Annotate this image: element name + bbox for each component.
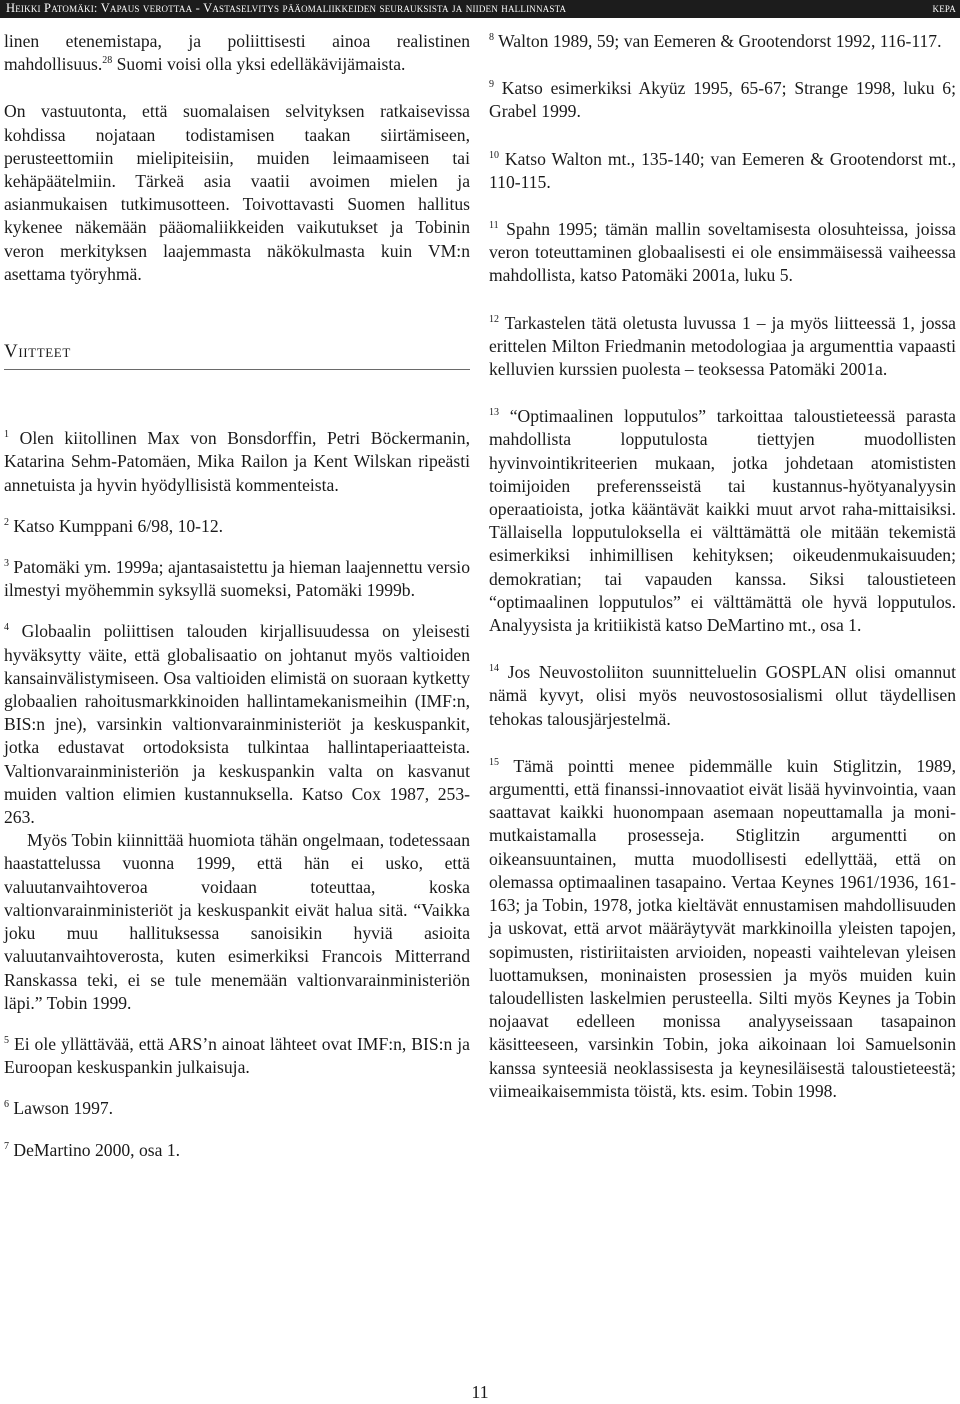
page-number: 11: [471, 1382, 489, 1402]
footnote-15: $^{15}$ Tämä pointti menee pidemmälle kuin Stiglitzin, 1989, argumentti, että finanssi-innovaatiot eivät lisää hyvinvointia, vaan saattavat kaikki huonompaan asemaan nopeuttamalla ja monimutkaistamalla prosesseja. Stiglitzin argumentti on oikeansuuntainen, mutta muodollisesti edellyttää, että on olemassa optimaalinen tasapaino. Vertaa Keynes 1961/1936, 161-163; ja Tobin, 1978, jotka kieltävät ennustamisen mahdollisuuden ja uskovat, että arvot määräytyvät markkinoilla yleisten tapojen, sopimusten, ristiriitaisten arvioiden, nopeasti vaihtelevan yleisen luottamuksen, moninaisten prosessien ja myös muiden kuin taloudellisten laskelmien perusteella. Silti myös Keynes ja Tobin nojaavat edelleen monissa analyyseissaan tasapainon käsitteeseen, varsinkin Tobin, joka aikoinaan loi Samuelsonin kanssa synteesiä neoklassisesta ja keynesiläisestä taloustieteestä; viimeaikaisemmista töistä, kts. esim. Tobin 1998.: [489, 755, 956, 1101]
footnote-9: $^9$ Katso esimerkiksi Akyüz 1995, 65-67; Strange 1998, luku 6; Grabel 1999.: [489, 78, 956, 122]
header-author-title: Heikki Patomäki: Vapaus verottaa - Vastaselvitys pääomaliikkeiden seurauksista ja niiden hallinnasta: [6, 1, 567, 15]
footnote-14: $^{14}$ Jos Neuvostoliiton suunnitteluelin GOSPLAN olisi omannut nämä kyvyt, olisi myös neuvostososialismi ollut täydellisen tehokas talousjärjestelmä.: [489, 662, 956, 729]
footnote-6: $^6$ Lawson 1997.: [4, 1098, 114, 1119]
footnote-5: $^5$ Ei ole yllättävää, että ARS’n ainoat lähteet ovat IMF:n, BIS:n ja Euroopan keskuspankin julkaisuja.: [4, 1033, 470, 1078]
footnote-3: $^3$ Patomäki ym. 1999a; ajantasaistettu ja hieman laajennettu versio ilmestyi myöhemmin syksyllä suomeksi, Patomäki 1999b.: [4, 557, 470, 601]
footnote-7: $^7$ DeMartino 2000, osa 1.: [4, 1139, 181, 1160]
body-paragraph-2: On vastuutonta, että suomalaisen selvityksen ratkaisevissa kohdissa nojataan todistamisen taakan siirtämiseen, perusteettomiin mielipiteisiin, muiden leimaamiseen tai kehäpäätelmiin. Tärkeä asia vaatii avoimen mielen ja asianmukaisen tutkimusotteen. Toivottavasti Suomen hallitus kykenee näkemään pääomaliikkeiden vaikutukset ja Tobinin veron merkityksen laajemmasta näkökulmasta kuin VM:n asettama työryhmä.: [4, 101, 470, 284]
footnote-13: $^{13}$ “Optimaalinen lopputulos” tarkoittaa taloustieteessä parasta mahdollista lopputulosta tiettyjen muodollisten hyvinvointikriteerien mukaan, jotka johdetaan atomististen toimijoiden preferensseistä tai kustannus-hyötyanalyysin operaatioista, jotka kääntävät kaikki muut arvot raha-mittaisiksi. Tällaisella lopputuloksella ei välttämättä ole mitään tekemistä esimerkiksi inhimillisen kehityksen; oikeudenmukaisuuden; demokratian; tai vapauden kanssa. Siksi taloustieteen “optimaalinen lopputulos” ei välttämättä ole hyvä lopputulos. Analyysista ja kritiikistä katso DeMartino mt., osa 1.: [489, 406, 956, 636]
left-column: [4, 30, 470, 1162]
section-title-viitteet: Viitteet: [4, 340, 470, 370]
footnote-4-continued: Myös Tobin kiinnittää huomiota tähän ongelmaan, todetessaan haastattelussa vuonna 1999, että hän ei usko, että valuutanvaihtoveroa voidaan toteuttaa, koska valtionvarainministeriöt ja keskuspankit eivät halua sitä. “Vaikka joku muu hallituksessa sanoisikin hyviä asioita valuutanvaihtoverosta, kuten esimerkiksi Francois Mitterrand Ranskassa teki, ei se tule menemään valtionvarainministeriön läpi.” Tobin 1999.: [4, 830, 470, 1013]
footnote-4: $^4$ Globaalin poliittisen talouden kirjallisuudessa on yleisesti hyväksytty väite, että globalisaatio on johtanut myös valtioiden kansainvälistymiseen. Osa valtioiden elimistä on suoraan kytketty globaalien rahoitusmarkkinoiden hallintamekanismeihin (IMF:n, BIS:n jne), varsinkin valtionvarainministeriöt ja keskuspankit, jotka edustavat ortodoksista tulkintaa hallintaperiaatteista. Valtionvarainministeriön ja keskuspankin valta on kasvanut muiden valtion elimien kustannuksella. Katso Cox 1987, 253-263.: [4, 621, 470, 828]
header-publisher: kepa: [932, 1, 956, 15]
footnote-12: $^{12}$ Tarkastelen tätä oletusta luvussa 1 – ja myös liitteessä 1, jossa erittelen Milton Friedmanin metodologiaa ja argumenttia vapaasti kelluvien kurssien puolesta – teoksessa Patomäki 2001a.: [489, 312, 956, 380]
right-column: [489, 30, 956, 1103]
running-header: [0, 0, 960, 18]
footnote-11: $^{11}$ Spahn 1995; tämän mallin soveltamisesta olosuhteissa, joissa veron toteuttaminen globaalisesti ei ole ensimmäisessä vaiheessa mahdollista, katso Patomäki 2001a, luku 5.: [489, 219, 956, 286]
footnote-10: $^{10}$ Katso Walton mt., 135-140; van Eemeren & Grootendorst mt., 110-115.: [489, 148, 956, 192]
footnote-2: $^2$ Katso Kumppani 6/98, 10-12.: [4, 515, 224, 536]
footnote-8: $^8$ Walton 1989, 59; van Eemeren & Grootendorst 1992, 116-117.: [489, 31, 942, 51]
footnote-1: $^1$ Olen kiitollinen Max von Bonsdorffin, Petri Böckermanin, Katarina Sehm-Patomäen, Mika Railon ja Kent Wilskan ripeästi annetuista ja hyvin hyödyllisistä kommenteista.: [4, 428, 470, 495]
footnote-ref-28: 28: [102, 55, 113, 67]
body-paragraph-1: linen etenemistapa, ja poliittisesti ainoa realistinen mahdollisuus.$^{28}$ Suomi voisi olla yksi edelläkävijämaista.: [4, 31, 470, 75]
